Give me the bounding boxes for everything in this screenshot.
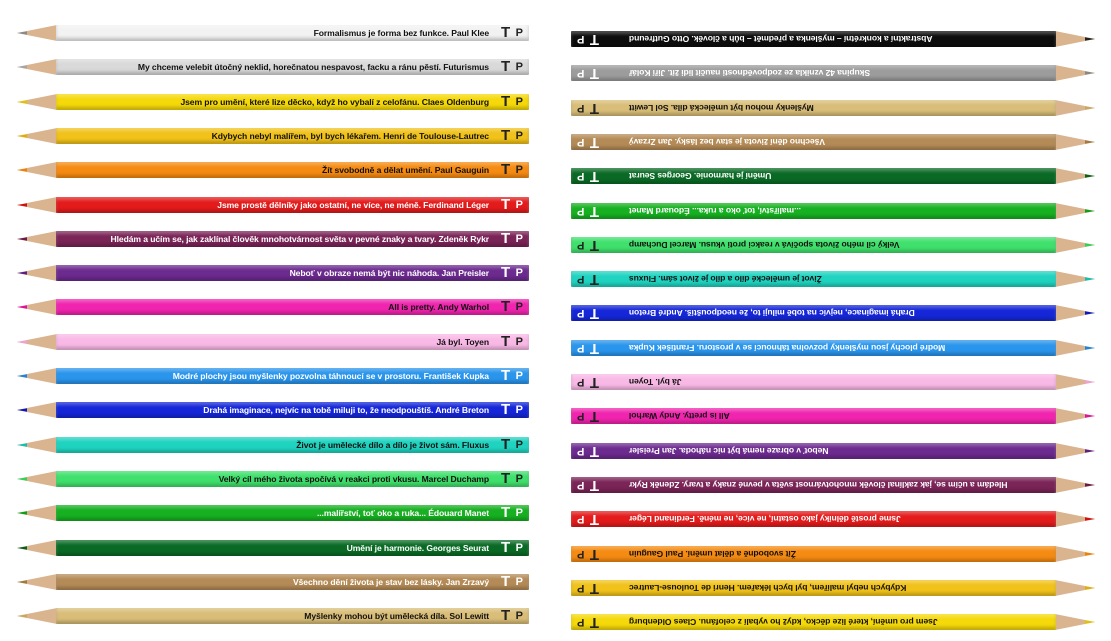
pencil-quote: Život je umělecké dílo a dílo je život sám. Fluxus <box>629 274 822 285</box>
pencil-body <box>571 271 1056 287</box>
pencil-right-11 <box>571 372 1095 392</box>
logo-mark-t: T <box>589 545 599 563</box>
lead-tip <box>1085 346 1095 350</box>
brand-logo-icon <box>501 265 523 281</box>
pencil-body <box>571 168 1056 184</box>
logo-mark-p: P <box>577 238 585 251</box>
lead-tip <box>17 477 27 481</box>
lead-tip <box>17 340 27 344</box>
lead-tip <box>17 134 27 138</box>
pencil-quote: Formalismus je forma bez funkce. Paul Klee <box>313 28 489 38</box>
pencil-quote: Žít svobodně a dělat umění. Paul Gauguin <box>629 548 796 559</box>
pencil-quote: Hledám a učím se, jak zaklínal člověk mnohotvárnost světa v pevné znaky a tvary. Zdeněk Rykr <box>110 233 489 244</box>
brand-logo-icon <box>501 162 523 178</box>
logo-mark-t: T <box>589 236 599 254</box>
logo-mark-t: T <box>501 538 511 556</box>
pencil-quote: Jsem pro umění, které lize děcko, když ho vybalí z celofánu. Claes Oldenburg <box>629 617 938 628</box>
logo-mark-p: P <box>515 438 523 451</box>
pencil-right-1 <box>571 29 1095 49</box>
logo-mark-p: P <box>577 513 585 526</box>
lead-tip <box>17 443 27 447</box>
pencil-body <box>56 368 529 384</box>
logo-mark-p: P <box>515 335 523 348</box>
brand-logo-icon <box>501 128 523 144</box>
pencil-body <box>56 540 529 556</box>
pencil-quote: Žít svobodně a dělat umění. Paul Gauguin <box>322 165 489 176</box>
brand-logo-icon <box>577 546 599 562</box>
logo-mark-p: P <box>515 370 523 382</box>
logo-mark-p: P <box>515 301 523 314</box>
brand-logo-icon <box>501 540 523 556</box>
logo-mark-p: P <box>515 507 523 520</box>
logo-mark-p: P <box>577 341 585 354</box>
lead-tip <box>17 65 27 69</box>
pencil-left-6 <box>17 195 529 215</box>
logo-mark-p: P <box>577 273 585 286</box>
pencil-left-3 <box>17 92 529 112</box>
lead-tip <box>1085 552 1095 556</box>
pencil-quote: Kdybych nebyl malířem, byl bych lékařem. Henri de Toulouse-Lautrec <box>629 582 907 593</box>
brand-logo-icon <box>501 574 523 590</box>
logo-mark-p: P <box>577 170 585 183</box>
pencil-quote: Drahá imaginace, nejvíc na tobě miluji to, že neodpouštíš. André Breton <box>629 308 915 319</box>
pencil-quote: Kdybych nebyl malířem, byl bych lékařem. Henri de Toulouse-Lautrec <box>211 130 489 141</box>
pencil-left-7 <box>17 229 529 249</box>
pencil-right-2 <box>571 63 1095 83</box>
brand-logo-icon <box>577 168 599 184</box>
pencil-right-7 <box>571 235 1095 255</box>
lead-tip <box>1085 209 1095 213</box>
pencil-left-16 <box>17 538 529 558</box>
pencil-left-8 <box>17 263 529 283</box>
pencil-quote: Jsme prostě dělníky jako ostatní, ne více, ne méně. Ferdinand Léger <box>217 199 489 210</box>
logo-mark-p: P <box>577 478 585 491</box>
logo-mark-t: T <box>501 469 511 487</box>
logo-mark-p: P <box>515 61 523 74</box>
pencil-right-9 <box>571 303 1095 323</box>
logo-mark-t: T <box>589 202 599 220</box>
logo-mark-p: P <box>577 307 585 320</box>
pencil-left-14 <box>17 469 529 489</box>
logo-mark-p: P <box>577 410 585 423</box>
logo-mark-p: P <box>577 547 585 560</box>
logo-mark-p: P <box>515 27 523 39</box>
pencil-quote: Modré plochy jsou myšlenky pozvolna táhnoucí se v prostoru. František Kupka <box>172 371 489 381</box>
lead-tip <box>1085 380 1095 384</box>
lead-tip <box>1085 71 1095 75</box>
lead-tip <box>17 237 27 241</box>
pencil-body <box>571 614 1056 630</box>
lead-tip <box>1085 37 1095 41</box>
logo-mark-t: T <box>501 92 511 110</box>
pencil-right-18 <box>571 612 1095 632</box>
logo-mark-p: P <box>515 95 523 108</box>
pencil-quote: Neboť v obraze nemá být nic náhoda. Jan Preisler <box>629 445 829 456</box>
pencil-quote: Já byl. Toyen <box>629 377 682 387</box>
pencil-left-13 <box>17 435 529 455</box>
brand-logo-icon <box>501 94 523 110</box>
lead-tip <box>17 203 27 207</box>
brand-logo-icon <box>577 65 599 81</box>
pencil-body <box>571 511 1056 527</box>
pencil-left-4 <box>17 126 529 146</box>
logo-mark-p: P <box>577 376 585 388</box>
logo-mark-t: T <box>589 271 599 289</box>
brand-logo-icon <box>501 197 523 213</box>
pencil-body <box>571 100 1056 116</box>
logo-mark-p: P <box>515 267 523 280</box>
brand-logo-icon <box>501 299 523 315</box>
lead-tip <box>17 306 27 310</box>
brand-logo-icon <box>501 437 523 453</box>
lead-tip <box>1085 586 1095 590</box>
brand-logo-icon <box>577 340 599 356</box>
logo-mark-t: T <box>501 195 511 213</box>
pencil-quote: Velký cíl mého života spočívá v reakci proti vkusu. Marcel Duchamp <box>218 473 489 484</box>
logo-mark-t: T <box>589 65 599 83</box>
pencil-right-13 <box>571 441 1095 461</box>
pencil-body <box>56 608 529 624</box>
pencil-body <box>56 128 529 144</box>
lead-tip <box>1085 620 1095 624</box>
logo-mark-t: T <box>589 374 599 391</box>
pencil-body <box>56 59 529 75</box>
pencil-left-18 <box>17 606 529 626</box>
brand-logo-icon <box>577 580 599 596</box>
pencil-quote: Modré plochy jsou myšlenky pozvolna táhnoucí se v prostoru. František Kupka <box>629 342 946 353</box>
pencil-body <box>571 408 1056 424</box>
pencil-body <box>571 340 1056 356</box>
pencil-quote: Všechno dění života je stav bez lásky. Jan Zrzavý <box>292 576 489 587</box>
logo-mark-t: T <box>501 58 511 76</box>
pencil-body <box>571 443 1056 459</box>
lead-tip <box>1085 243 1095 247</box>
logo-mark-p: P <box>515 404 523 417</box>
brand-logo-icon <box>577 31 599 47</box>
pencil-body <box>56 402 529 418</box>
pencil-body <box>56 231 529 247</box>
lead-tip <box>1085 140 1095 144</box>
logo-mark-t: T <box>589 99 599 117</box>
pencil-body <box>56 574 529 590</box>
pencil-body <box>56 471 529 487</box>
lead-tip <box>17 271 27 275</box>
pencil-body <box>571 374 1056 390</box>
lead-tip <box>17 374 27 378</box>
brand-logo-icon <box>501 608 523 624</box>
pencil-right-14 <box>571 475 1095 495</box>
logo-mark-t: T <box>501 367 511 384</box>
pencil-body <box>56 505 529 521</box>
logo-mark-t: T <box>589 614 599 632</box>
lead-tip <box>1085 483 1095 487</box>
lead-tip <box>17 546 27 550</box>
lead-tip <box>1085 414 1095 418</box>
pencil-quote: Umění je harmonie. Georges Seurat <box>346 542 489 553</box>
pencil-quote: Skupina 42 vznikla ze zodpovědnosti naučit lidi žít. Jiří Kolář <box>629 68 871 79</box>
logo-mark-p: P <box>577 581 585 594</box>
brand-logo-icon <box>501 471 523 487</box>
pencil-right-5 <box>571 166 1095 186</box>
pencil-body <box>571 31 1056 47</box>
lead-tip <box>17 580 27 584</box>
pencil-body <box>56 299 529 315</box>
logo-mark-p: P <box>577 33 585 45</box>
brand-logo-icon <box>577 203 599 219</box>
logo-mark-p: P <box>515 610 523 623</box>
pencil-body <box>571 546 1056 562</box>
brand-logo-icon <box>577 100 599 116</box>
pencil-body <box>56 334 529 350</box>
logo-mark-t: T <box>589 305 599 323</box>
pencil-quote: All is pretty. Andy Warhol <box>388 302 489 313</box>
logo-mark-t: T <box>501 401 511 419</box>
brand-logo-icon <box>577 477 599 493</box>
logo-mark-t: T <box>589 133 599 151</box>
pencil-body <box>571 65 1056 81</box>
brand-logo-icon <box>577 305 599 321</box>
pencil-quote: Všechno dění života je stav bez lásky. Jan Zrzavý <box>629 136 826 147</box>
pencil-quote: ...malířství, toť oko a ruka... Édouard Manet <box>629 205 802 216</box>
pencil-right-8 <box>571 269 1095 289</box>
lead-tip <box>17 168 27 172</box>
logo-mark-p: P <box>515 164 523 177</box>
lead-tip <box>1085 174 1095 178</box>
pencil-quote: Velký cíl mého života spočívá v reakci proti vkusu. Marcel Duchamp <box>629 239 900 250</box>
pencil-left-2 <box>17 57 529 77</box>
pencil-quote: ...malířství, toť oko a ruka... Édouard Manet <box>316 508 489 519</box>
logo-mark-t: T <box>501 332 511 350</box>
pencil-quote: Umění je harmonie. Georges Seurat <box>629 171 772 182</box>
brand-logo-icon <box>577 614 599 630</box>
pencil-right-15 <box>571 509 1095 529</box>
logo-mark-t: T <box>589 339 599 357</box>
pencil-body <box>56 162 529 178</box>
pencil-quote: Jsme prostě dělníky jako ostatní, ne více, ne méně. Ferdinand Léger <box>629 514 901 525</box>
brand-logo-icon <box>577 374 599 390</box>
brand-logo-icon <box>501 505 523 521</box>
brand-logo-icon <box>501 368 523 384</box>
logo-mark-t: T <box>501 572 511 590</box>
pencil-quote: All is pretty. Andy Warhol <box>629 411 730 422</box>
pencil-body <box>56 94 529 110</box>
logo-mark-p: P <box>577 616 585 629</box>
lead-tip <box>17 511 27 515</box>
logo-mark-t: T <box>501 435 511 453</box>
logo-mark-p: P <box>515 541 523 554</box>
logo-mark-p: P <box>577 204 585 217</box>
pencil-right-3 <box>571 98 1095 118</box>
pencil-quote: Abstraktní a konkrétní – myšlenka a předmět – bůh a člověk. Otto Gutfreund <box>629 34 933 44</box>
logo-mark-t: T <box>589 408 599 426</box>
lead-tip <box>1085 517 1095 521</box>
logo-mark-p: P <box>577 101 585 114</box>
pencil-body <box>571 305 1056 321</box>
logo-mark-t: T <box>589 579 599 597</box>
logo-mark-t: T <box>501 24 511 41</box>
logo-mark-t: T <box>501 126 511 144</box>
logo-mark-p: P <box>577 67 585 80</box>
lead-tip <box>1085 312 1095 316</box>
pencil-quote: Drahá imaginace, nejvíc na tobě miluji to, že neodpouštíš. André Breton <box>203 405 489 416</box>
pencil-body <box>56 437 529 453</box>
logo-mark-p: P <box>577 135 585 148</box>
pencil-body <box>571 134 1056 150</box>
logo-mark-t: T <box>501 607 511 625</box>
pencil-right-16 <box>571 544 1095 564</box>
brand-logo-icon <box>577 511 599 527</box>
pencil-left-15 <box>17 503 529 523</box>
logo-mark-p: P <box>515 129 523 142</box>
pencil-right-12 <box>571 406 1095 426</box>
lead-tip <box>17 100 27 104</box>
lead-tip <box>1085 449 1095 453</box>
brand-logo-icon <box>577 271 599 287</box>
lead-tip <box>17 408 27 412</box>
brand-logo-icon <box>501 231 523 247</box>
pencil-quote: Život je umělecké dílo a dílo je život sám. Fluxus <box>296 439 489 450</box>
logo-mark-p: P <box>515 232 523 245</box>
pencil-left-9 <box>17 297 529 317</box>
pencil-quote: My chceme velebit útočný neklid, horečnatou nespavost, facku a ránu pěstí. Futurismus <box>137 62 489 73</box>
pencil-quote: Myšlenky mohou být umělecká díla. Sol Lewitt <box>304 611 489 622</box>
pencil-quote: Neboť v obraze nemá být nic náhoda. Jan Preisler <box>289 268 489 279</box>
brand-logo-icon <box>501 334 523 350</box>
logo-mark-p: P <box>577 444 585 457</box>
brand-logo-icon <box>577 237 599 253</box>
brand-logo-icon <box>577 134 599 150</box>
brand-logo-icon <box>501 402 523 418</box>
logo-mark-t: T <box>589 442 599 460</box>
pencil-quote: Já byl. Toyen <box>436 336 489 347</box>
pencil-quote: Myšlenky mohou být umělecká díla. Sol Lewitt <box>629 102 814 113</box>
logo-mark-p: P <box>515 472 523 485</box>
pencil-right-6 <box>571 201 1095 221</box>
pencil-body <box>56 25 529 41</box>
lead-tip <box>17 614 27 618</box>
logo-mark-t: T <box>501 504 511 522</box>
brand-logo-icon <box>501 59 523 75</box>
logo-mark-t: T <box>589 511 599 529</box>
logo-mark-t: T <box>501 161 511 179</box>
lead-tip <box>17 31 27 35</box>
pencil-left-17 <box>17 572 529 592</box>
lead-tip <box>1085 106 1095 110</box>
pencil-body <box>56 197 529 213</box>
pencil-quote: Hledám a učím se, jak zaklínal člověk mnohotvárnost světa v pevné znaky a tvary. Zdeněk Rykr <box>629 479 1008 490</box>
pencil-body <box>571 237 1056 253</box>
pencil-body <box>571 477 1056 493</box>
pencil-left-12 <box>17 400 529 420</box>
pencil-body <box>571 580 1056 596</box>
brand-logo-icon <box>577 408 599 424</box>
pencil-body <box>56 265 529 281</box>
logo-mark-t: T <box>501 229 511 247</box>
pencil-quote: Jsem pro umění, které lize děcko, když ho vybalí z celofánu. Claes Oldenburg <box>180 96 489 107</box>
logo-mark-t: T <box>501 264 511 282</box>
pencil-right-17 <box>571 578 1095 598</box>
logo-mark-t: T <box>589 476 599 494</box>
pencil-left-1 <box>17 23 529 43</box>
pencil-right-10 <box>571 338 1095 358</box>
lead-tip <box>1085 277 1095 281</box>
logo-mark-p: P <box>515 575 523 588</box>
logo-mark-t: T <box>589 31 599 48</box>
logo-mark-t: T <box>589 168 599 186</box>
pencil-left-10 <box>17 332 529 352</box>
pencil-left-11 <box>17 366 529 386</box>
pencil-body <box>571 203 1056 219</box>
logo-mark-p: P <box>515 198 523 211</box>
brand-logo-icon <box>501 25 523 41</box>
brand-logo-icon <box>577 443 599 459</box>
pencil-right-4 <box>571 132 1095 152</box>
logo-mark-t: T <box>501 298 511 316</box>
pencil-left-5 <box>17 160 529 180</box>
